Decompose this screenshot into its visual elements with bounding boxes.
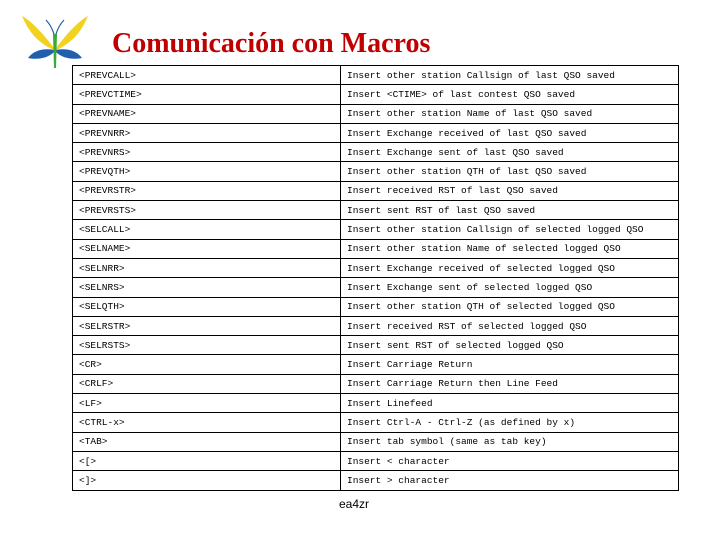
table-row — [73, 451, 679, 470]
table-row — [73, 413, 679, 432]
page-title: Comunicación con Macros — [112, 28, 431, 59]
macro-description-cell: Insert Exchange sent of last QSO saved — [341, 143, 679, 162]
macro-description-cell: Insert Carriage Return then Line Feed — [341, 374, 679, 393]
macro-code-cell: <PREVRSTS> — [73, 201, 341, 220]
macro-description-cell: Insert > character — [341, 471, 679, 490]
macro-code-cell: <CRLF> — [73, 374, 341, 393]
macro-code-cell: <PREVCALL> — [73, 66, 341, 85]
table-row — [73, 374, 679, 393]
macro-description-cell: Insert sent RST of selected logged QSO — [341, 336, 679, 355]
table-row — [73, 316, 679, 335]
macro-code-cell: <LF> — [73, 394, 341, 413]
table-row — [73, 258, 679, 277]
macro-description-cell: Insert other station Callsign of selected logged QSO — [341, 220, 679, 239]
macro-description-cell: Insert Exchange received of last QSO saved — [341, 123, 679, 142]
macro-table — [72, 65, 679, 491]
table-row — [73, 66, 679, 85]
macro-table-body — [73, 66, 679, 491]
table-row — [73, 297, 679, 316]
macro-code-cell: <PREVNRS> — [73, 143, 341, 162]
macro-code-cell: <SELQTH> — [73, 297, 341, 316]
table-row — [73, 432, 679, 451]
macro-description-cell: Insert < character — [341, 451, 679, 470]
macro-code-cell: <TAB> — [73, 432, 341, 451]
macro-description-cell: Insert other station Name of selected logged QSO — [341, 239, 679, 258]
macro-description-cell: Insert Ctrl-A - Ctrl-Z (as defined by x) — [341, 413, 679, 432]
table-row — [73, 239, 679, 258]
macro-description-cell: Insert Linefeed — [341, 394, 679, 413]
macro-code-cell: <PREVQTH> — [73, 162, 341, 181]
macro-code-cell: <PREVNRR> — [73, 123, 341, 142]
macro-code-cell: <CR> — [73, 355, 341, 374]
table-row — [73, 336, 679, 355]
table-row — [73, 104, 679, 123]
logo-left-wing-blue — [28, 49, 54, 58]
table-row — [73, 143, 679, 162]
macro-code-cell: <SELNRS> — [73, 278, 341, 297]
logo-antenna-left — [46, 20, 54, 34]
macro-description-cell: Insert tab symbol (same as tab key) — [341, 432, 679, 451]
macro-code-cell: <SELNAME> — [73, 239, 341, 258]
table-row — [73, 220, 679, 239]
butterfly-logo-icon — [20, 10, 90, 72]
macro-code-cell: <]> — [73, 471, 341, 490]
table-row — [73, 123, 679, 142]
table-row — [73, 394, 679, 413]
table-row — [73, 278, 679, 297]
table-row — [73, 471, 679, 490]
table-row — [73, 162, 679, 181]
macro-description-cell: Insert other station Name of last QSO saved — [341, 104, 679, 123]
macro-description-cell: Insert other station QTH of selected logged QSO — [341, 297, 679, 316]
macro-code-cell: <CTRL-x> — [73, 413, 341, 432]
macro-description-cell: Insert <CTIME> of last contest QSO saved — [341, 85, 679, 104]
macro-code-cell: <SELCALL> — [73, 220, 341, 239]
macro-description-cell: Insert other station Callsign of last QSO saved — [341, 66, 679, 85]
logo-right-wing-blue — [56, 49, 82, 58]
macro-code-cell: <[> — [73, 451, 341, 470]
table-row — [73, 355, 679, 374]
table-row — [73, 85, 679, 104]
macro-code-cell: <SELRSTS> — [73, 336, 341, 355]
logo-antenna-right — [56, 20, 64, 34]
footer-credit: ea4zr — [339, 497, 370, 511]
macro-description-cell: Insert received RST of selected logged QSO — [341, 316, 679, 335]
logo-right-wing-yellow — [56, 16, 88, 50]
logo-left-wing-yellow — [22, 16, 54, 50]
macro-description-cell: Insert Exchange sent of selected logged QSO — [341, 278, 679, 297]
macro-description-cell: Insert received RST of last QSO saved — [341, 181, 679, 200]
macro-code-cell: <PREVCTIME> — [73, 85, 341, 104]
macro-code-cell: <PREVRSTR> — [73, 181, 341, 200]
logo-body-green — [53, 34, 57, 68]
macro-code-cell: <SELRSTR> — [73, 316, 341, 335]
macro-description-cell: Insert Carriage Return — [341, 355, 679, 374]
macro-code-cell: <SELNRR> — [73, 258, 341, 277]
macro-description-cell: Insert sent RST of last QSO saved — [341, 201, 679, 220]
macro-description-cell: Insert other station QTH of last QSO saved — [341, 162, 679, 181]
table-row — [73, 201, 679, 220]
macro-description-cell: Insert Exchange received of selected logged QSO — [341, 258, 679, 277]
table-row — [73, 181, 679, 200]
macro-code-cell: <PREVNAME> — [73, 104, 341, 123]
